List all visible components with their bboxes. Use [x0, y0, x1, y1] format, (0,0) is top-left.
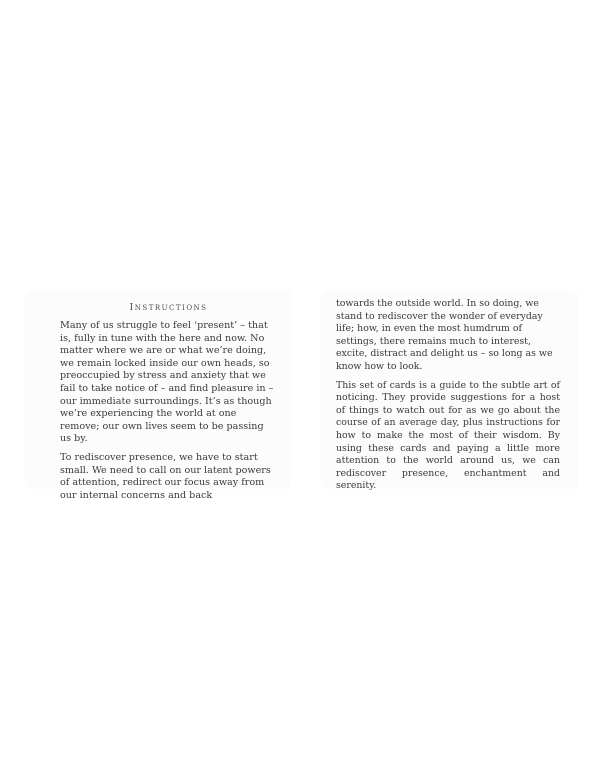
paragraph-2: To rediscover presence, we have to start small. We need to call on our latent powers of attention, redirect our focus away from our internal concerns and back [60, 451, 271, 501]
card-title: Instructions [129, 302, 208, 313]
instructions-card-right [323, 293, 576, 492]
paragraph-3: towards the outside world. In so doing, we stand to rediscover the wonder of everyday life; how, in even the most humdrum of settings, there remains much to interest, excite, distract and delight us – so long as we know how to look. [336, 298, 553, 372]
paragraph-1: Many of us struggle to feel ‘present’ – that is, fully in tune with the here and now. No matter where we are or what we’re doing, we remain locked inside our own heads, so preoccupied by stress and anxiety that we fail to take notice of – and find pleasure in – our immediate surroundings. It’s as though we’re experiencing the world at one remove; our own lives seem to be passing us by. [60, 320, 274, 445]
paragraph-4: This set of cards is a guide to the subtle art of noticing. They provide suggestions for a host of things to watch out for as we go about the course of an average day, plus instructions for how to make the most of their wisdom. By using these cards and paying a little more attention to the world around us, we can rediscover presence, enchantment and serenity. [336, 379, 560, 492]
instructions-card-left [27, 293, 289, 501]
